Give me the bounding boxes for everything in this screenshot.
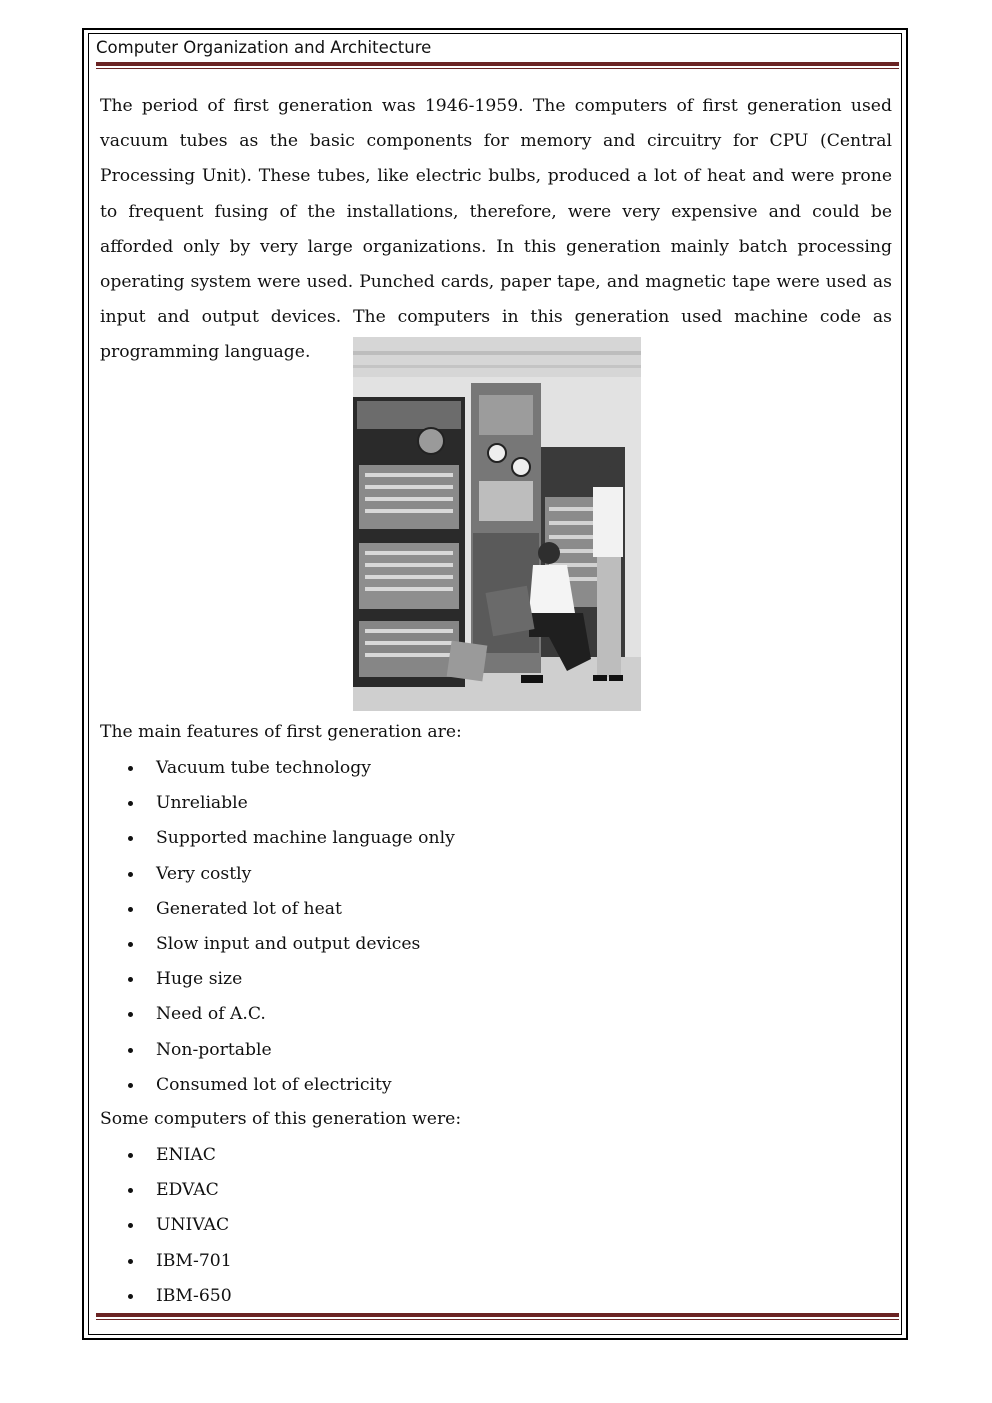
bullet-icon — [128, 872, 133, 877]
first-generation-computer-photo — [353, 337, 641, 711]
bullet-icon — [128, 1294, 133, 1299]
list-item: IBM-650 — [120, 1279, 232, 1314]
bullet-icon — [128, 1048, 133, 1053]
bullet-icon — [128, 1188, 133, 1193]
computers-heading: Some computers of this generation were: — [100, 1109, 462, 1129]
bullet-icon — [128, 766, 133, 771]
intro-paragraph: The period of first generation was 1946-1959. The computers of first generation used vacuum tubes as the basic components for memory and circuitry for CPU (Central Processing Unit). These tubes, like electric bulbs, produced a lot of heat and were prone to frequent fusing of the installations, therefore, were very expensive and could be afforded only by very large organizations. In this generation mainly batch processing operating system were used. Punched cards, paper tape, and magnetic tape were used as input and output devices. The computers in this generation used machine code as programming language. — [100, 96, 892, 363]
list-item: IBM-701 — [120, 1244, 232, 1279]
list-item: Need of A.C. — [120, 997, 455, 1032]
bullet-icon — [128, 907, 133, 912]
list-item: Slow input and output devices — [120, 927, 455, 962]
bullet-icon — [128, 1223, 133, 1228]
running-header: Computer Organization and Architecture — [96, 38, 432, 57]
bullet-icon — [128, 1012, 133, 1017]
list-item: EDVAC — [120, 1173, 232, 1208]
features-heading: The main features of first generation are: — [100, 722, 462, 742]
list-item: Consumed lot of electricity — [120, 1068, 455, 1103]
bullet-icon — [128, 801, 133, 806]
bullet-icon — [128, 1153, 133, 1158]
list-item: Huge size — [120, 962, 455, 997]
list-item: Supported machine language only — [120, 821, 455, 856]
list-item: Very costly — [120, 857, 455, 892]
bullet-icon — [128, 1259, 133, 1264]
list-item: Unreliable — [120, 786, 455, 821]
bullet-icon — [128, 836, 133, 841]
bullet-icon — [128, 977, 133, 982]
bullet-icon — [128, 942, 133, 947]
list-item: Generated lot of heat — [120, 892, 455, 927]
header-rule — [96, 62, 899, 69]
list-item: Non-portable — [120, 1033, 455, 1068]
computers-list — [120, 1138, 232, 1314]
bullet-icon — [128, 1083, 133, 1088]
list-item: Vacuum tube technology — [120, 751, 455, 786]
footer-rule — [96, 1313, 899, 1320]
features-list — [120, 751, 455, 1103]
list-item: ENIAC — [120, 1138, 232, 1173]
list-item: UNIVAC — [120, 1208, 232, 1243]
